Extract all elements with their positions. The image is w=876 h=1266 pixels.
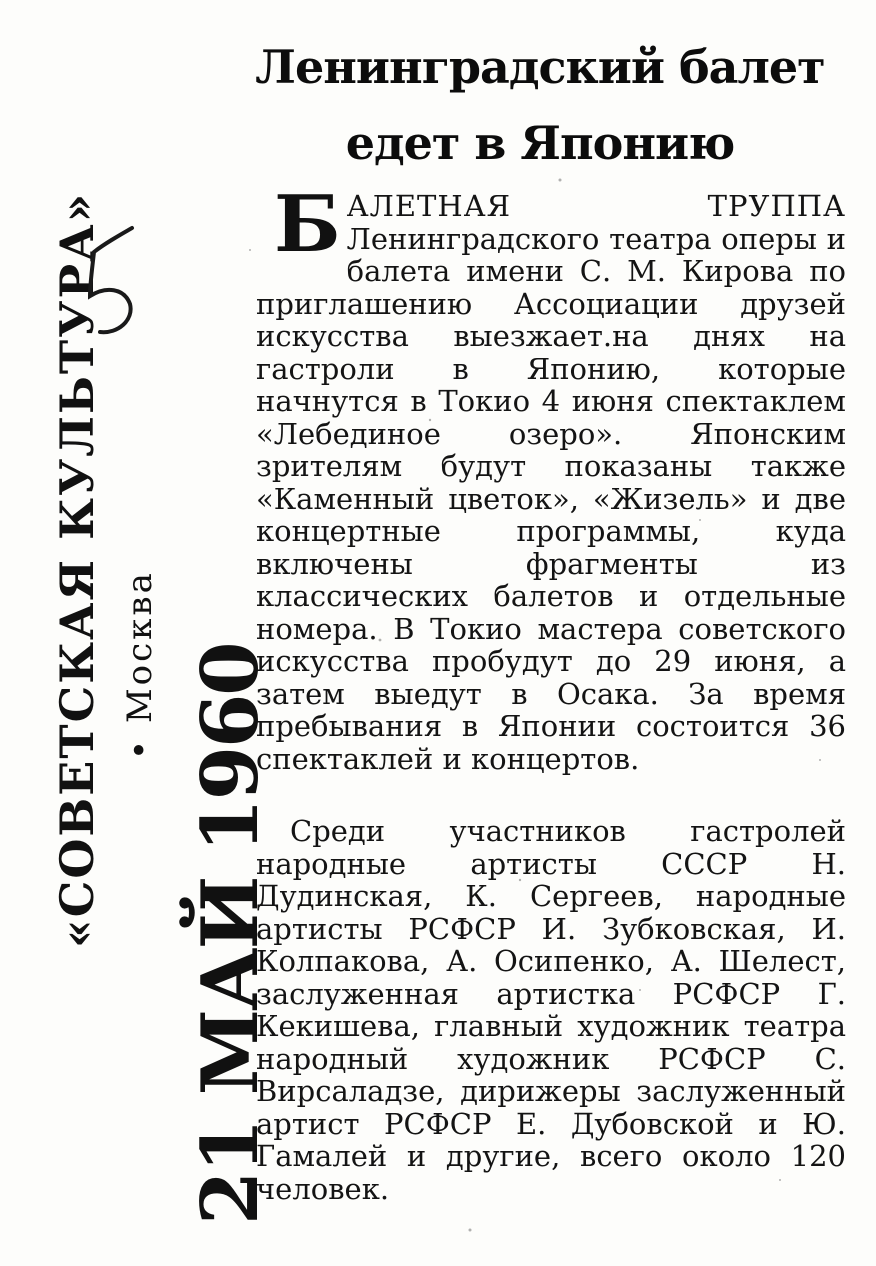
- headline-line-2: едет в Японию: [345, 116, 735, 170]
- article-paragraph-2: Среди участников гастролей народные артисты СССР Н. Дудинская, К. Сергеев, народные артисты РСФСР И. Зубковская, И. Колпакова, А. Осипенко, А. Шелест, заслуженная артистка РСФСР Г. Кекишева, главный художник театра народный художник РСФСР С. Вирсаладзе, дирижеры заслуженный артист РСФСР Е. Дубовской и Ю. Гамалей и другие, всего около 120 человек.: [256, 814, 846, 1206]
- drop-cap: Б: [274, 179, 341, 270]
- lead-caps: АЛЕТНАЯ ТРУППА: [346, 189, 846, 223]
- headline-line-1: Ленинградский балет: [255, 40, 825, 94]
- article-paragraph-1: [256, 179, 846, 810]
- newspaper-stamp: «СОВЕТСКАЯ КУЛЬТУРА»: [50, 191, 104, 948]
- date-stamp: 21 МАЙ 1960: [185, 643, 276, 1225]
- paragraph-1-text: Ленинградского театра оперы и балета имени С. М. Кирова по приглашению Ассоциации друзей искусства выезжает.на днях на гастроли в Японию, которые начнутся в Токио 4 июня спектаклем «Лебединое озеро». Японским зрителям будут показаны также «Каменный цветок», «Жизель» и две концертные программы, куда включены фрагменты из классических балетов и отдельные номера. В Токио мастера советского искусства пробудут до 29 июня, а затем выедут в Осака. За время пребывания в Японии состоится 36 спектаклей и концертов.: [256, 221, 846, 776]
- handwritten-number-5-mark: [60, 200, 150, 350]
- city-stamp: • Москва: [120, 570, 160, 760]
